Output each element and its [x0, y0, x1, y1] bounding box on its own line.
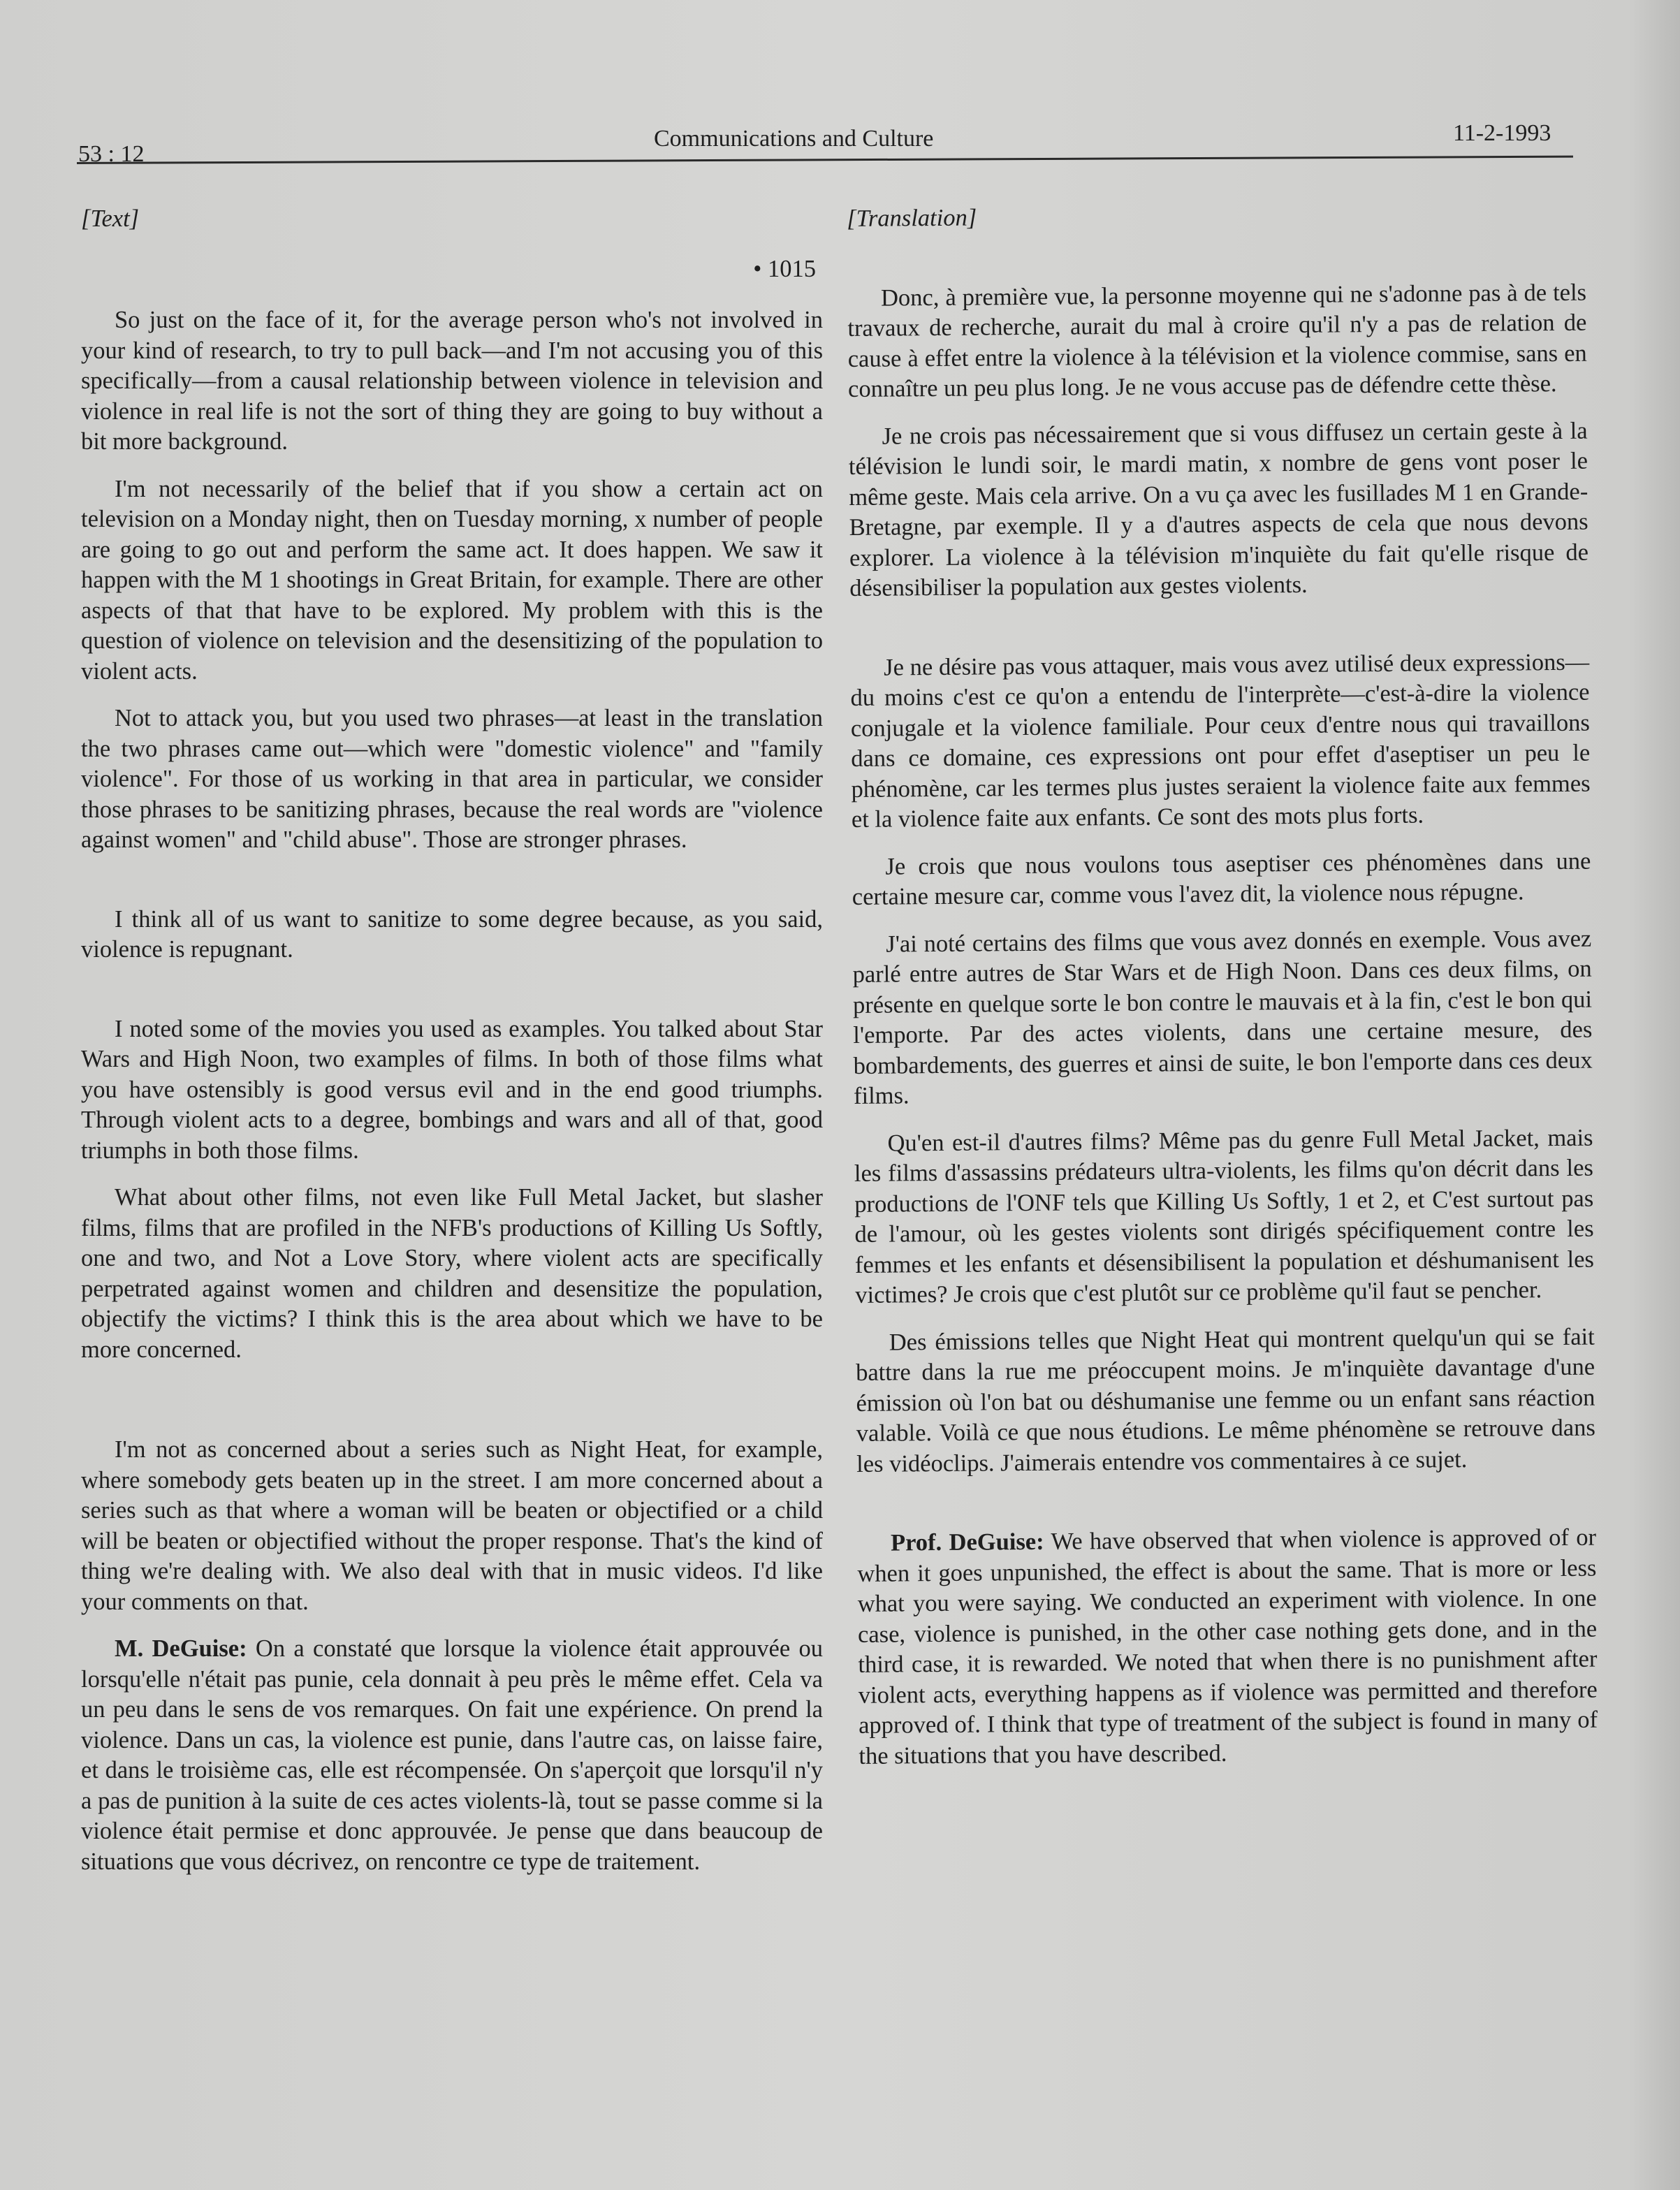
speaker-name: M. DeGuise:	[115, 1635, 247, 1662]
speaker-text: On a constaté que lorsque la violence était approuvée ou lorsqu'elle n'était pas punie, cela donnait à peu près le même effet. Cela va un peu dans le sens de vos remarques. On fait une expérience. On prend la violence. Dans un cas, la violence est punie, dans l'autre cas, on laisse faire, et dans le troisième cas, elle est récompensée. On s'aperçoit que lorsqu'il n'y a pas de punition à la suite de ces actes violents-là, tout se passe comme si la violence était permise et donc approuvée. Je pense que dans beaucoup de situations que vous décrivez, on rencontre ce type de traitement.	[81, 1635, 823, 1875]
session-date: 11-2-1993	[1453, 120, 1551, 146]
running-title: Communications and Culture	[654, 126, 934, 152]
paragraph: I think all of us want to sanitize to some degree because, as you said, violence is repugnant.	[81, 905, 823, 963]
paragraph: Je ne désire pas vous attaquer, mais vous avez utilisé deux expressions—du moins c'est ce qu'on a entendu de l'interprète—c'est-à-dire la violence conjugale et la violence familiale. Pour ceux d'entre nous qui travaillons dans ce domaine, ces expressions ont pour effet d'aseptiser un peu le phénomène, car les termes plus justes seraient la violence faite aux femmes et la violence faite aux enfants. Ce sont des mots plus forts.	[850, 648, 1591, 833]
time-marker: • 1015	[753, 255, 816, 282]
text-column: [Text] • 1015 So just on the face of it, for the average person who's not involved in your kind of research, to try to pull back—and I'm not accusing you of this specifically—from a causal relationship between violence in television and violence in real life is not the sort of thing they are going to buy without a bit more background. I'm not necessarily of the belief that if you show a certain act on television on a Monday night, then on Tuesday morning, x number of people are going to go out and perform the same act. It does happen. We saw it happen with the M 1 shootings in Great Britain, for example. There are other aspects of that that have to be explored. My problem with this is the question of violence on television and the desensitizing of the population to violent acts. Not to attack you, but you used two phrases—at least in the translation the two phrases came out—which were "domestic violence" and "family violence". For those of us working in that area in particular, we consider those phrases to be sanitizing phrases, because the real words are "violence against women" and "child abuse". Those are stronger phrases. I think all of us want to sanitize to some degree because, as you said, violence is repugnant. I noted some of the movies you used as examples. You talked about Star Wars and High Noon, two examples of films. In both of those films what you have ostensibly is good versus evil and in the end good triumphs. Through violent acts to a degree, bombings and wars and all of that, good triumphs in both those films. What about other films, not even like Full Metal Jacket, but slasher films, films that are profiled in the NFB's productions of Killing Us Softly, one and two, and Not a Love Story, where violent acts are specifically perpetrated against women and children and desensitize the population, objectify the victims? I think this is the area about which we have to be more concerned. I'm not as concerned about a series such as Night Heat, for example, where somebody gets beaten up in the street. I am more concerned about a series such as that where a woman will be beaten or objectified or a child will be beaten or objectified without the proper response. That's the kind of thing we're dealing with. We also deal with that in music videos. I'd like your comments on that. M. DeGuise: On a constaté que lorsque la violence était approuvée ou lorsqu'elle n'était pas punie, cela donnait à peu près le même effet. Cela va un peu dans le sens de vos remarques. On fait une expérience. On prend la violence. Dans un cas, la violence est punie, dans l'autre cas, on laisse faire, et dans le troisième cas, elle est récompensée. On s'aperçoit que lorsqu'il n'y a pas de punition à la suite de ces actes violents-là, tout se passe comme si la violence était permise et donc approuvée. Je pense que dans beaucoup de situations que vous décrivez, on rencontre ce type de traitement.	[81, 204, 823, 1894]
column-label: Translation	[856, 204, 967, 232]
paragraph: Je crois que nous voulons tous aseptiser ces phénomènes dans une certaine mesure car, comme vous l'avez dit, la violence nous répugne.	[852, 847, 1591, 910]
paragraph: J'ai noté certains des films que vous avez donnés en exemple. Vous avez parlé entre autres de Star Wars et de High Noon. Dans ces deux films, on présente en quelque sorte le bon contre le mauvais et à la fin, c'est le bon qui l'emporte. Par des actes violents, dans une certaine mesure, des bombardements, des guerres et ainsi de suite, le bon l'emporte dans ces deux films.	[852, 925, 1593, 1109]
paragraph: I'm not as concerned about a series such as Night Heat, for example, where somebody gets beaten up in the street. I am more concerned about a series such as that where a woman will be beaten or objectified or a child will be beaten or objectified without the proper response. That's the kind of thing we're dealing with. We also deal with that in music videos. I'd like your comments on that.	[81, 1436, 823, 1615]
paragraph: Not to attack you, but you used two phrases—at least in the translation the two phrases came out—which were "domestic violence" and "family violence". For those of us working in that area in particular, we consider those phrases to be sanitizing phrases, because the real words are "violence against women" and "child abuse". Those are stronger phrases.	[81, 705, 823, 853]
header-rule	[77, 156, 1573, 164]
speaker-name: Prof. DeGuise:	[890, 1528, 1044, 1556]
page-reference: 53 : 12	[78, 141, 145, 167]
paragraph: So just on the face of it, for the average person who's not involved in your kind of research, to try to pull back—and I'm not accusing you of this specifically—from a causal relationship between violence in television and violence in real life is not the sort of thing they are going to buy without a bit more background.	[81, 307, 823, 455]
speaker-text: We have observed that when violence is approved of or when it goes unpunished, the effect is about the same. That is more or less what you were saying. We conducted an experiment with violence. In one case, violence is punished, in the other case nothing gets done, and in the third case, it is rewarded. We noted that when there is no punishment after violent acts, everything happens as if violence was permitted and therefore approved of. I think that type of treatment of the subject is found in many of the situations that you have described.	[857, 1524, 1598, 1769]
paragraph: Je ne crois pas nécessairement que si vous diffusez un certain geste à la télévision le lundi soir, le mardi matin, x nombre de gens vont poser le même geste. Mais cela arrive. On a vu ça avec les fusillades M 1 en Grande-Bretagne, par exemple. Il y a d'autres aspects de cela que nous devons explorer. La violence à la télévision m'inquiète du fait qu'elle risque de désensibiliser la population aux gestes violents.	[848, 417, 1589, 601]
speaker-paragraph	[857, 1523, 1598, 1772]
translation-column: [Translation] Donc, à première vue, la personne moyenne qui ne s'adonne pas à de tels travaux de recherche, aurait du mal à croire qu'il n'y a pas de relation de cause à effet entre la violence à la télévision et la violence commise, sans en connaître un peu plus long. Je ne vous accuse pas de défendre cette thèse. Je ne crois pas nécessairement que si vous diffusez un certain geste à la télévision le lundi soir, le mardi matin, x nombre de gens vont poser le même geste. Mais cela arrive. On a vu ça avec les fusillades M 1 en Grande-Bretagne, par exemple. Il y a d'autres aspects de cela que nous devons explorer. La violence à la télévision m'inquiète du fait qu'elle risque de désensibiliser la population aux gestes violents. Je ne désire pas vous attaquer, mais vous avez utilisé deux expressions—du moins c'est ce qu'on a entendu de l'interprète—c'est-à-dire la violence conjugale et la violence familiale. Pour ceux d'entre nous qui travaillons dans ce domaine, ces expressions ont pour effet d'aseptiser un peu le phénomène, car les termes plus justes seraient la violence faite aux femmes et la violence faite aux enfants. Ce sont des mots plus forts. Je crois que nous voulons tous aseptiser ces phénomènes dans une certaine mesure car, comme vous l'avez dit, la violence nous répugne. J'ai noté certains des films que vous avez donnés en exemple. Vous avez parlé entre autres de Star Wars et de High Noon. Dans ces deux films, on présente en quelque sorte le bon contre le mauvais et à la fin, c'est le bon qui l'emporte. Par des actes violents, dans une certaine mesure, des bombardements, des guerres et ainsi de suite, le bon l'emporte dans ces deux films. Qu'en est-il d'autres films? Même pas du genre Full Metal Jacket, mais les films d'assassins prédateurs ultra-violents, les films qu'on décrit dans les productions de l'ONF tels que Killing Us Softly, 1 et 2, et C'est surtout pas de l'amour, où les gestes violents sont dirigés spécifiquement contre les femmes et les enfants et désensibilisent la population et déshumanisent les victimes? Je crois que c'est plutôt sur ce problème qu'il faut se pencher. Des émissions telles que Night Heat qui montrent quelqu'un qui se fait battre dans la rue me préoccupent moins. Je m'inquiète davantage d'une émission où l'on bat ou déshumanise une femme ou un enfant sans réaction valable. Voilà ce que nous étudions. Le même phénomène se retrouve dans les vidéoclips. J'aimerais entendre vos commentaires à ce sujet. Prof. DeGuise: We have observed that when violence is approved of or when it goes unpunished, the effect is about the same. That is more or less what you were saying. We conducted an experiment with violence. In one case, violence is punished, in the other case nothing gets done, and in the third case, it is rewarded. We noted that when there is no punishment after violent acts, everything happens as if violence was permitted and therefore approved of. I think that type of treatment of the subject is found in many of the situations that you have described.	[847, 198, 1598, 1788]
paragraph: Des émissions telles que Night Heat qui montrent quelqu'un qui se fait battre dans la rue me préoccupent moins. Je m'inquiète davantage d'une émission où l'on bat ou déshumanise une femme ou un enfant sans réaction valable. Voilà ce que nous étudions. Le même phénomène se retrouve dans les vidéoclips. J'aimerais entendre vos commentaires à ce sujet.	[855, 1323, 1595, 1477]
paragraph: Donc, à première vue, la personne moyenne qui ne s'adonne pas à de tels travaux de recherche, aurait du mal à croire qu'il n'y a pas de relation de cause à effet entre la violence à la télévision et la violence commise, sans en connaître un peu plus long. Je ne vous accuse pas de défendre cette thèse.	[847, 279, 1587, 402]
paragraph: Qu'en est-il d'autres films? Même pas du genre Full Metal Jacket, mais les films d'assassins prédateurs ultra-violents, les films qu'on décrit dans les productions de l'ONF tels que Killing Us Softly, 1 et 2, et C'est surtout pas de l'amour, où les gestes violents sont dirigés spécifiquement contre les femmes et les enfants et désensibilisent la population et déshumanisent les victimes? Je crois que c'est plutôt sur ce problème qu'il faut se pencher.	[854, 1124, 1595, 1308]
column-label: Text	[90, 205, 130, 232]
speaker-paragraph	[81, 1634, 823, 1877]
paragraph: What about other films, not even like Full Metal Jacket, but slasher films, films that are profiled in the NFB's productions of Killing Us Softly, one and two, and Not a Love Story, where violent acts are specifically perpetrated against women and children and desensitize the population, objectify the victims? I think this is the area about which we have to be more concerned.	[81, 1184, 823, 1363]
paragraph: I noted some of the movies you used as examples. You talked about Star Wars and High Noon, two examples of films. In both of those films what you have ostensibly is good versus evil and in the end good triumphs. Through violent acts to a degree, bombings and wars and all of that, good triumphs in both those films.	[81, 1015, 823, 1164]
paragraph: I'm not necessarily of the belief that if you show a certain act on television on a Monday night, then on Tuesday morning, x number of people are going to go out and perform the same act. It does happen. We saw it happen with the M 1 shootings in Great Britain, for example. There are other aspects of that that have to be explored. My problem with this is the question of violence on television and the desensitizing of the population to violent acts.	[81, 475, 823, 685]
